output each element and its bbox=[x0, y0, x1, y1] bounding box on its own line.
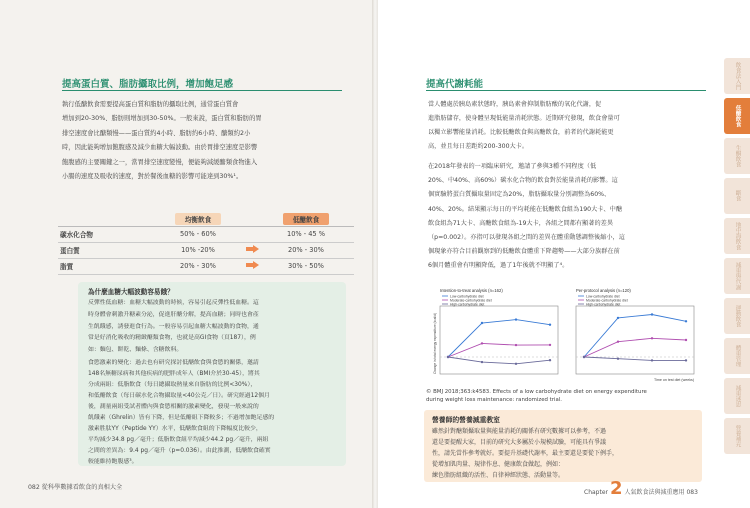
x-axis-label: Time on test diet (weeks) bbox=[654, 378, 695, 382]
data-point bbox=[685, 339, 687, 341]
balanced-value: 50% - 60% bbox=[150, 226, 246, 242]
text-line: 增加到20-30%、脂肪則增加到30-50%。一般來說，蛋白質和脂肪的胃 bbox=[62, 115, 262, 123]
book-gutter bbox=[372, 0, 378, 508]
text-line: 平均減少34.8 pg／毫升；低脂飲食組平均減少44.2 pg／毫升，兩組 bbox=[88, 437, 269, 443]
chart-per-protocol bbox=[576, 288, 694, 382]
data-point bbox=[549, 344, 551, 346]
data-point bbox=[617, 358, 619, 360]
text-line: 飲食組為71大卡、高醣飲食組為-19大卡，各組之間都有顯著的差異 bbox=[428, 219, 614, 227]
chart-title: Per-protocol analysis (n=120) bbox=[576, 288, 631, 293]
data-point bbox=[515, 318, 517, 320]
text-line: 當人體處於胰島素狀態時，胰島素會抑制脂肪酸的氧化代謝，促 bbox=[428, 101, 602, 108]
right-folio: 人氣飲食法與減重應用 083 bbox=[624, 489, 698, 496]
text-line: （p=0.002）。亦指可以發現各組之間的差異在體重動態調整後縮小，這 bbox=[428, 234, 625, 241]
text-line: 進脂肪儲存，使身體呈現低能量消耗狀態。近期研究發現，飲食會量可 bbox=[428, 115, 620, 122]
text-line: 6個月體重會有明顯降低，過了1年後就不明顯了⁴。 bbox=[428, 262, 569, 270]
table-row bbox=[58, 258, 354, 274]
arrow-right-icon bbox=[246, 261, 258, 269]
side-box-title: 為什麼血糖大幅波動容易餓？ bbox=[88, 288, 174, 296]
text-line: 個現象亦符合目前觀察到的低醣飲食體重下降趨勢——大部分族群在前 bbox=[428, 248, 620, 256]
text-line: 排空速度會比醣類慢——蛋白質約4小時、脂肪約6小時、醣類約2小 bbox=[62, 129, 251, 137]
lowcarb-value: 30% - 50% bbox=[258, 258, 354, 274]
row-label: 碳水化合物 bbox=[58, 226, 150, 242]
text-line: 20%、中40%、高60%）碳水化合物的飲食對於能量消耗的影響。這 bbox=[428, 177, 618, 185]
thumb-tab[interactable]: 地中海飲食 bbox=[724, 218, 750, 254]
lowcarb-value: 10% - 45 % bbox=[258, 226, 354, 242]
right-title-rule bbox=[426, 90, 706, 91]
data-point bbox=[617, 317, 619, 319]
y-axis-label: Change in total energy expenditure (kcal/d) bbox=[433, 313, 437, 374]
dietitian-box-title: 營養師的營養減重教室 bbox=[432, 416, 500, 424]
text-line: 執行低醣飲食需要提高蛋白質和脂肪的攝取比例，通常蛋白質會 bbox=[62, 101, 239, 108]
macro-comparison-table bbox=[58, 212, 354, 275]
data-point bbox=[685, 320, 687, 322]
text-line: 個實驗將蛋白質攝取量固定為20%，脂肪攝取量分別調整為60%、 bbox=[428, 191, 611, 199]
chart-intention-to-treat bbox=[433, 288, 558, 374]
legend-label: High-carbohydrate diet bbox=[450, 302, 485, 307]
text-line: 生飢餓感，誘發進食行為。一般容易引起血糖大幅波動的食物，通 bbox=[88, 323, 259, 330]
text-line: during weight loss maintenance: randomized trial. bbox=[426, 397, 562, 404]
data-point bbox=[447, 356, 449, 358]
data-point bbox=[651, 337, 653, 339]
thumb-tab[interactable]: 飲食法入門 bbox=[724, 58, 750, 94]
data-point bbox=[651, 359, 653, 361]
text-line: 148名無糖尿病和其他疾病的肥胖成年人（BMI介於30-45），將其 bbox=[88, 371, 260, 377]
text-line: 常是好消化吸收的精緻醣類食物，也就是高GI食物（頁187），例 bbox=[88, 335, 256, 342]
data-point bbox=[481, 361, 483, 363]
thumb-tab[interactable]: 體重管理 bbox=[724, 338, 750, 374]
arrow-right-icon bbox=[246, 245, 258, 253]
text-line: 和低醣飲食（每日碳水化合物攝取量<40公克／日）。研究經過12個月 bbox=[88, 393, 270, 399]
lowcarb-value: 20% - 30% bbox=[258, 242, 354, 258]
chapter-label: Chapter bbox=[584, 489, 608, 496]
text-line: 如：麵包、餅乾、麵條、含糖飲料。 bbox=[88, 347, 183, 354]
text-line: 時身體會刺激升糖素分泌，促進肝醣分解，提高血糖；同時也會產 bbox=[88, 311, 259, 318]
text-line: 飢餓素（Ghrelin）皆有下降，但是低醣組下降較多；不過增加飽足感的 bbox=[88, 415, 275, 421]
left-section-title: 提高蛋白質、脂肪攝取比例，增加飽足感 bbox=[62, 79, 234, 90]
row-label: 脂質 bbox=[58, 258, 150, 274]
text-line: 激素胜肽YY（Peptide YY）水平，低醣飲食組的下降幅度比較少， bbox=[88, 426, 262, 432]
data-point bbox=[685, 359, 687, 361]
data-point bbox=[583, 356, 585, 358]
data-point bbox=[515, 363, 517, 365]
text-line: 食慾激素的變化：過去也有研究探討低醣飲食與食慾的關係，邀請 bbox=[88, 360, 259, 366]
balanced-value: 10% -20% bbox=[150, 242, 246, 258]
balanced-value: 20% - 30% bbox=[150, 258, 246, 274]
text-line: 之間的差異為：9.4 pg／毫升（p=0.036）。由此推測，低醣飲食確實 bbox=[88, 448, 271, 454]
row-label: 蛋白質 bbox=[58, 242, 150, 258]
data-point bbox=[481, 342, 483, 344]
thumb-tab[interactable]: 斷食 bbox=[724, 178, 750, 214]
header-lowcarb: 低醣飲食 bbox=[258, 212, 354, 226]
table-row bbox=[58, 226, 354, 242]
hunger-side-box bbox=[78, 282, 346, 466]
data-point bbox=[549, 359, 551, 361]
thumb-tab[interactable]: 生酮飲食 bbox=[724, 138, 750, 174]
left-folio: 082 從科學數據看飲食的真相大全 bbox=[28, 484, 123, 491]
thumb-tab[interactable]: 減重迷思 bbox=[724, 378, 750, 414]
text-line: 飽腹感的主要關鍵之一，當胃排空速度變慢，便能夠減緩醣類食物進入 bbox=[62, 158, 258, 166]
energy-expenditure-chart bbox=[426, 284, 702, 392]
text-line: 以獨立影響能量消耗。比較低醣飲食與高醣飲食，前者的代謝耗能更 bbox=[428, 129, 614, 136]
legend-label: Low-carbohydrate diet bbox=[586, 294, 620, 299]
text-line: 較能維持飽腹感³。 bbox=[88, 459, 138, 465]
thumb-tab[interactable]: 營養補充 bbox=[724, 418, 750, 454]
chart-title: Intention-to-treat analysis (n=162) bbox=[440, 288, 503, 293]
data-point bbox=[515, 344, 517, 346]
text-line: © BMJ 2018;363:k4583. Effects of a low carbohydrate diet on energy expenditure bbox=[426, 389, 647, 395]
text-line: 雖然針對醣類攝取量與能量消耗的關係有研究數據可以參考，不過 bbox=[432, 428, 607, 435]
left-title-rule bbox=[62, 90, 342, 91]
text-line: 時，因此能夠增加飽腹感及減少血糖大幅波動。由於胃排空速度是影響 bbox=[62, 144, 258, 152]
table-corner bbox=[58, 212, 150, 226]
table-row bbox=[58, 242, 354, 258]
text-line: 從增加肌肉量、規律作息、健康飲食做起，例如： bbox=[432, 461, 565, 468]
thumb-tab[interactable]: 減重與代謝 bbox=[724, 258, 750, 294]
data-point bbox=[651, 313, 653, 315]
text-line: 性，請先當作參考就好。要提升基礎代謝率，最主要還是要從下例手， bbox=[432, 450, 619, 457]
text-line: 小腸的速度及吸收的速度，對於餐後血糖的影響可能達到30%¹。 bbox=[62, 173, 243, 180]
text-line: 反彈性低血糖：血糖大幅波動的時候，容易引起反彈性低血糖。這 bbox=[88, 300, 259, 306]
legend-label: Low-carbohydrate diet bbox=[450, 294, 484, 299]
text-line: 在2018年發表的一項臨床研究，邀請了參與3種不同程度（低 bbox=[428, 163, 597, 170]
thumb-tab[interactable]: 低醣飲食 bbox=[724, 98, 750, 134]
text-line: 後，測量兩組受試者體內與食慾相關的激素變化，發現一般來說的 bbox=[88, 404, 259, 410]
header-balanced: 均衡飲食 bbox=[150, 212, 246, 226]
legend-label: High-carbohydrate diet bbox=[586, 302, 621, 307]
chapter-folio bbox=[584, 480, 698, 498]
data-point bbox=[617, 341, 619, 343]
chapter-number: 2 bbox=[610, 478, 623, 499]
text-line: 練色脂肪組織的活性、自律神經狀態、活動量等。 bbox=[432, 472, 565, 479]
text-line: 分成兩組：低脂飲食（每日總攝取熱量來自脂肪的比例<30%）， bbox=[88, 382, 257, 388]
data-point bbox=[549, 324, 551, 326]
text-line: 還是要提醒大家，目前的研究大多屬於小規模試驗，可能具有爭議 bbox=[432, 439, 607, 446]
legend-label: Moderate-carbohydrate diet bbox=[586, 298, 628, 303]
text-line: 40%、20%。結果顯示每日的平均耗能在低醣飲食組為190大卡、中醣 bbox=[428, 205, 623, 213]
text-line: 高，並且每日差距約200-300大卡。 bbox=[428, 143, 529, 150]
data-point bbox=[481, 322, 483, 324]
legend-label: Moderate-carbohydrate diet bbox=[450, 298, 492, 303]
thumb-tab[interactable]: 運動飲食 bbox=[724, 298, 750, 334]
right-section-title: 提高代謝耗能 bbox=[426, 79, 484, 90]
plot-frame bbox=[440, 306, 558, 374]
